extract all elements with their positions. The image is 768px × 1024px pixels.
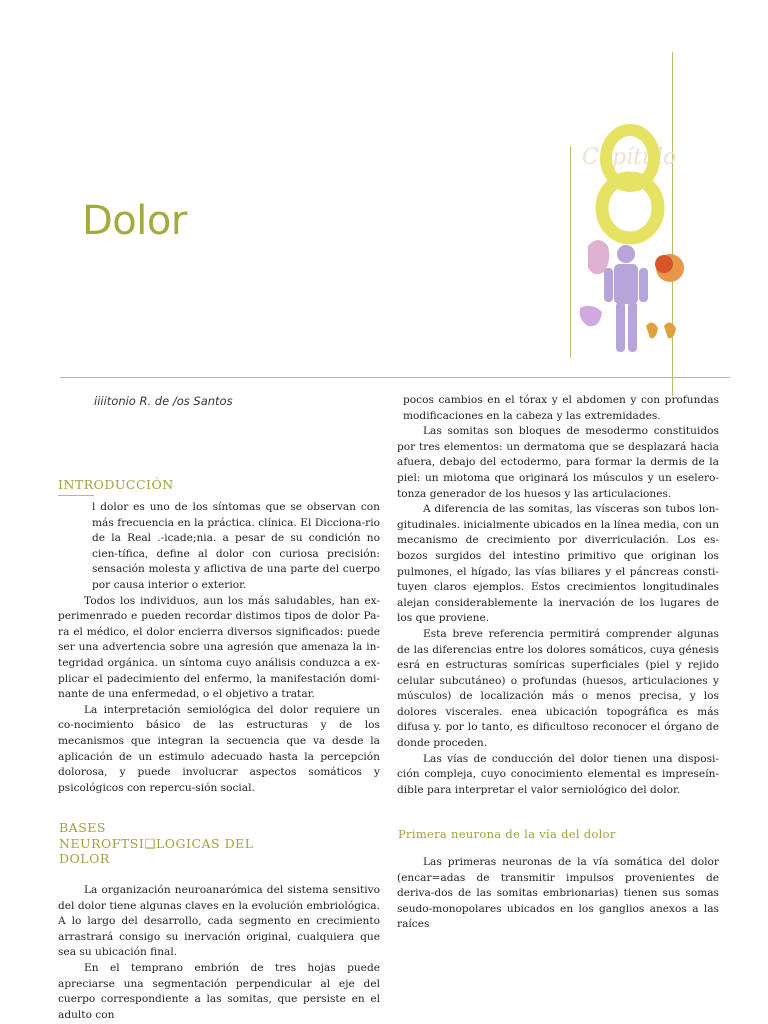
section-heading-introduccion: INTRODUCCIÓN [58, 477, 174, 492]
paragraph: A diferencia de las somitas, las vísceras son tubos lon-gitudinales. inicialmente ubicados en la línea media, con un mecanismo de crecimiento por diverriculación. Los es-bozos surgidos del intestino primitivo que originan los pulmones, el hígado, las vías biliares y el páncreas consti-tuyen claros ejemplos. Estos crecimientos longitudinales alejan considerablemente la inervación de los lugares de los que proviene. [397, 503, 720, 625]
heading-underline [58, 495, 94, 496]
chapter-8-figure-image [578, 118, 688, 358]
chapter-script-text: Capítulo [582, 145, 677, 170]
paragraph: En el temprano embrión de tres hojas puede apreciarse una segmentación perpendicular al eje del cuerpo correspondiente a las somitas, que persiste en el adulto con [58, 961, 380, 1021]
bases-text-block [58, 883, 380, 1023]
heading-line: BASES [59, 820, 106, 835]
header-rule [60, 377, 730, 378]
paragraph: Las vías de conducción del dolor tienen una disposi-ción compleja, cuyo conocimiento elemental es impreseín-dible para interpretar el valor serniológico del dolor. [397, 752, 719, 796]
chapter-title: Dolor [82, 198, 187, 244]
vertical-rule-inner [570, 146, 571, 358]
chapter-number-illustration [578, 118, 688, 358]
paragraph: pocos cambios en el tórax y el abdomen y con profundas modificaciones en la cabeza y las extremidades. [403, 394, 719, 422]
paragraph: Las somitas son bloques de mesodermo constituidos por tres elementos: un dermatoma que se desplazará hacia afuera, debajo del ectodermo, para formar la dermis de la piel: un miotoma que originará los músculos y un eselero-tonza generador de los huesos y las articulaciones. [397, 425, 719, 500]
heading-line: NEUROFTSI❏LOGICAS DEL [59, 835, 254, 851]
paragraph: Todos los individuos, aun los más saludables, han ex-perimenrado e pueden recordar distimos tipos de dolor Pa-ra el médico, el dolor encierra diversos significados: puede ser una advertencia sobre una agresión que amenaza la in-tegridad orgánica. un síntoma cuyo análisis conduzca a ex-plicar el padecimiento del enfermo, la manifestación domi-nante de una enfermedad, o el objetivo a tratar. [58, 594, 380, 701]
author-name: iiiitonio R. de /os Santos [94, 394, 233, 408]
section-heading-bases [59, 820, 254, 867]
primera-neurona-text-block [397, 855, 719, 933]
intro-text-block [58, 500, 380, 796]
paragraph: Las primeras neuronas de la vía somática del dolor (encar=adas de transmitir impulsos provenientes de deriva-dos de las somitas embrionarias) tienen sus somas seudo-monopolares ubicados en los ganglios anexos a las raíces [397, 856, 719, 931]
right-text-block [397, 393, 719, 798]
paragraph: La organización neuroanarómica del sistema sensitivo del dolor tiene algunas claves en la evolución embriológica. A lo largo del desarrollo, cada segmento en crecimiento arrastrará consigo su inervación original, cualquiera que sea su ubicación final. [58, 884, 380, 959]
section-heading-primera-neurona: Primera neurona de la vía del dolor [398, 827, 616, 841]
paragraph: La interpretación semiológica del dolor requiere un co-nocimiento básico de las estructuras y de los mecanismos que integran la secuencia que va desde la aplicación de un estimulo adecuado hasta la percepción dolorosa, y puede involucrar aspectos somáticos y psicológicos con repercu-sión social. [58, 703, 380, 794]
paragraph: l dolor es uno de los síntomas que se observan con más frecuencia en la práctica. clínica. El Dicciona-rio de la Real .-icade;nia. a pesar de su condición no cien-tífica, define al dolor con curiosa precisión: sensación molesta y aflictiva de una parte del cuerpo por causa interior o exterior. [92, 501, 380, 591]
heading-line: DOLOR [59, 851, 110, 866]
paragraph: Esta breve referencia permitirá comprender algunas de las diferencias entre los dolores somáticos, cuya génesis esrá en estructuras somíricas superficiales (piel y rejido celular subcutáneo) o profundas (huesos, articulaciones y músculos) de localización más o menos precisa, y los dolores viscerales. enea ubicación topográfica es más difusa y. por lo tanto, es dificultoso reconocer el órgano de donde proceden. [397, 627, 719, 750]
